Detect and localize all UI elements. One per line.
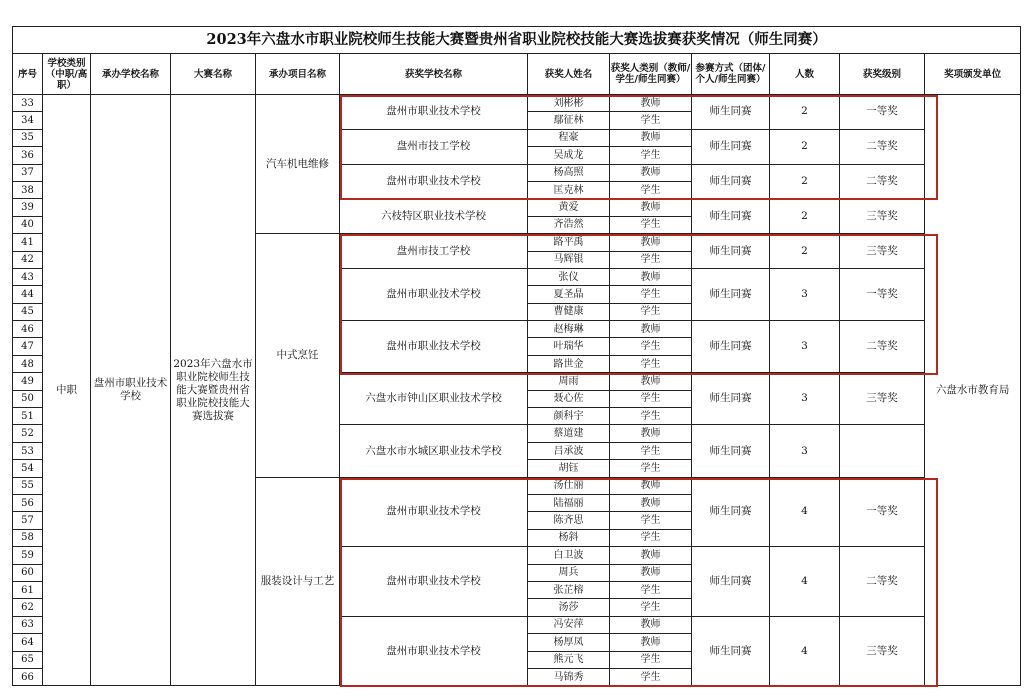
person-name-cell: 黄爱 — [528, 199, 610, 216]
mode-cell: 师生同赛 — [692, 164, 770, 199]
award-level-cell: 三等奖 — [840, 373, 925, 425]
count-cell: 3 — [770, 425, 840, 477]
award-level-cell: 三等奖 — [840, 234, 925, 269]
table-row — [13, 95, 1021, 112]
person-type-cell: 学生 — [610, 338, 692, 355]
person-name-cell: 杨高照 — [528, 164, 610, 181]
person-type-cell: 学生 — [610, 147, 692, 164]
person-name-cell: 周兵 — [528, 564, 610, 581]
person-type-cell: 学生 — [610, 581, 692, 598]
seq-cell: 62 — [13, 599, 43, 616]
count-cell: 2 — [770, 164, 840, 199]
mode-cell: 师生同赛 — [692, 547, 770, 617]
person-type-cell: 教师 — [610, 373, 692, 390]
person-name-cell: 陆福丽 — [528, 494, 610, 511]
table-title: 2023年六盘水市职业院校师生技能大赛暨贵州省职业院校技能大赛选拔赛获奖情况（师生同赛） — [13, 27, 1021, 54]
person-type-cell: 教师 — [610, 634, 692, 651]
count-cell: 2 — [770, 199, 840, 234]
count-cell: 4 — [770, 547, 840, 617]
award-level-cell: 三等奖 — [840, 616, 925, 686]
seq-cell: 45 — [13, 303, 43, 320]
mode-cell: 师生同赛 — [692, 95, 770, 130]
count-cell: 2 — [770, 234, 840, 269]
header-mode: 参赛方式（团体/个人/师生同赛） — [692, 54, 770, 95]
header-contest: 大赛名称 — [171, 54, 256, 95]
person-name-cell: 张芷榕 — [528, 581, 610, 598]
seq-cell: 61 — [13, 581, 43, 598]
seq-cell: 60 — [13, 564, 43, 581]
header-person-type: 获奖人类别（教师/学生/师生同赛） — [610, 54, 692, 95]
award-school-cell: 盘州市职业技术学校 — [340, 164, 528, 199]
seq-cell: 49 — [13, 373, 43, 390]
person-name-cell: 颜科宇 — [528, 408, 610, 425]
header-level: 获奖级别 — [840, 54, 925, 95]
project-name-cell: 服装设计与工艺 — [256, 477, 340, 686]
seq-cell: 57 — [13, 512, 43, 529]
header-school-type: 学校类别（中职/高职） — [43, 54, 91, 95]
award-table — [12, 26, 1021, 686]
header-project: 承办项目名称 — [256, 54, 340, 95]
person-type-cell: 学生 — [610, 390, 692, 407]
count-cell: 3 — [770, 373, 840, 425]
person-type-cell: 教师 — [610, 234, 692, 251]
award-school-cell: 盘州市职业技术学校 — [340, 616, 528, 686]
person-type-cell: 教师 — [610, 321, 692, 338]
header-award-school: 获奖学校名称 — [340, 54, 528, 95]
person-name-cell: 夏圣晶 — [528, 286, 610, 303]
award-school-cell: 盘州市职业技术学校 — [340, 321, 528, 373]
mode-cell: 师生同赛 — [692, 268, 770, 320]
award-school-cell: 六盘水市钟山区职业技术学校 — [340, 373, 528, 425]
person-name-cell: 曹健康 — [528, 303, 610, 320]
award-level-cell: 二等奖 — [840, 547, 925, 617]
seq-cell: 56 — [13, 494, 43, 511]
person-type-cell: 教师 — [610, 95, 692, 112]
seq-cell: 37 — [13, 164, 43, 181]
mode-cell: 师生同赛 — [692, 234, 770, 269]
person-type-cell: 学生 — [610, 112, 692, 129]
person-name-cell: 汤莎 — [528, 599, 610, 616]
person-name-cell: 程豪 — [528, 129, 610, 146]
contest-name-cell: 2023年六盘水市职业院校师生技能大赛暨贵州省职业院校技能大赛选拔赛 — [171, 95, 256, 686]
person-name-cell: 白卫波 — [528, 547, 610, 564]
seq-cell: 51 — [13, 408, 43, 425]
count-cell: 2 — [770, 129, 840, 164]
person-name-cell: 杨厚凤 — [528, 634, 610, 651]
person-type-cell: 教师 — [610, 199, 692, 216]
person-name-cell: 赵梅琳 — [528, 321, 610, 338]
person-type-cell: 学生 — [610, 512, 692, 529]
person-name-cell: 胡钰 — [528, 460, 610, 477]
person-type-cell: 学生 — [610, 251, 692, 268]
mode-cell: 师生同赛 — [692, 477, 770, 547]
person-type-cell: 教师 — [610, 564, 692, 581]
mode-cell: 师生同赛 — [692, 129, 770, 164]
seq-cell: 54 — [13, 460, 43, 477]
seq-cell: 41 — [13, 234, 43, 251]
person-name-cell: 刘彬彬 — [528, 95, 610, 112]
person-name-cell: 路平禹 — [528, 234, 610, 251]
award-school-cell: 六枝特区职业技术学校 — [340, 199, 528, 234]
seq-cell: 58 — [13, 529, 43, 546]
person-type-cell: 教师 — [610, 268, 692, 285]
seq-cell: 40 — [13, 216, 43, 233]
seq-cell: 50 — [13, 390, 43, 407]
seq-cell: 47 — [13, 338, 43, 355]
person-type-cell: 学生 — [610, 286, 692, 303]
award-school-cell: 六盘水市水城区职业技术学校 — [340, 425, 528, 477]
issuer-cell: 六盘水市教育局 — [925, 95, 1021, 686]
award-school-cell: 盘州市职业技术学校 — [340, 547, 528, 617]
award-school-cell: 盘州市技工学校 — [340, 129, 528, 164]
person-type-cell: 教师 — [610, 477, 692, 494]
award-school-cell: 盘州市职业技术学校 — [340, 95, 528, 130]
award-level-cell: 一等奖 — [840, 477, 925, 547]
person-name-cell: 汤仕丽 — [528, 477, 610, 494]
person-name-cell: 叶瑞华 — [528, 338, 610, 355]
seq-cell: 46 — [13, 321, 43, 338]
person-type-cell: 学生 — [610, 651, 692, 668]
seq-cell: 39 — [13, 199, 43, 216]
person-type-cell: 教师 — [610, 425, 692, 442]
person-name-cell: 周雨 — [528, 373, 610, 390]
header-person: 获奖人姓名 — [528, 54, 610, 95]
seq-cell: 63 — [13, 616, 43, 633]
award-level-cell: 二等奖 — [840, 129, 925, 164]
count-cell: 3 — [770, 268, 840, 320]
person-type-cell: 学生 — [610, 599, 692, 616]
person-type-cell: 学生 — [610, 216, 692, 233]
header-seq: 序号 — [13, 54, 43, 95]
person-name-cell: 聂心佐 — [528, 390, 610, 407]
award-school-cell: 盘州市职业技术学校 — [340, 268, 528, 320]
person-name-cell: 冯安萍 — [528, 616, 610, 633]
person-type-cell: 教师 — [610, 494, 692, 511]
award-level-cell: 二等奖 — [840, 321, 925, 373]
seq-cell: 55 — [13, 477, 43, 494]
seq-cell: 65 — [13, 651, 43, 668]
seq-cell: 36 — [13, 147, 43, 164]
count-cell: 2 — [770, 95, 840, 130]
person-type-cell: 教师 — [610, 547, 692, 564]
award-table-sheet — [12, 26, 1020, 696]
person-name-cell: 吕承波 — [528, 442, 610, 459]
mode-cell: 师生同赛 — [692, 616, 770, 686]
award-level-cell: 三等奖 — [840, 199, 925, 234]
seq-cell: 48 — [13, 355, 43, 372]
mode-cell: 师生同赛 — [692, 373, 770, 425]
seq-cell: 44 — [13, 286, 43, 303]
person-type-cell: 学生 — [610, 668, 692, 685]
seq-cell: 52 — [13, 425, 43, 442]
count-cell: 4 — [770, 616, 840, 686]
award-level-cell: 一等奖 — [840, 268, 925, 320]
person-type-cell: 教师 — [610, 616, 692, 633]
seq-cell: 33 — [13, 95, 43, 112]
person-name-cell: 吴成龙 — [528, 147, 610, 164]
header-count: 人数 — [770, 54, 840, 95]
person-type-cell: 学生 — [610, 529, 692, 546]
project-name-cell: 中式烹饪 — [256, 234, 340, 477]
host-school-cell: 盘州市职业技术学校 — [91, 95, 171, 686]
person-type-cell: 学生 — [610, 181, 692, 198]
person-type-cell: 学生 — [610, 460, 692, 477]
person-type-cell: 学生 — [610, 303, 692, 320]
person-name-cell: 匡克林 — [528, 181, 610, 198]
project-name-cell: 汽车机电维修 — [256, 95, 340, 234]
person-type-cell: 学生 — [610, 442, 692, 459]
count-cell: 3 — [770, 321, 840, 373]
seq-cell: 34 — [13, 112, 43, 129]
person-type-cell: 学生 — [610, 408, 692, 425]
seq-cell: 53 — [13, 442, 43, 459]
mode-cell: 师生同赛 — [692, 321, 770, 373]
person-name-cell: 蔡道建 — [528, 425, 610, 442]
mode-cell: 师生同赛 — [692, 199, 770, 234]
award-school-cell: 盘州市技工学校 — [340, 234, 528, 269]
person-name-cell: 齐浩然 — [528, 216, 610, 233]
award-level-cell — [840, 425, 925, 477]
award-school-cell: 盘州市职业技术学校 — [340, 477, 528, 547]
header-issuer: 奖项颁发单位 — [925, 54, 1021, 95]
person-type-cell: 教师 — [610, 164, 692, 181]
person-type-cell: 学生 — [610, 355, 692, 372]
person-type-cell: 教师 — [610, 129, 692, 146]
seq-cell: 43 — [13, 268, 43, 285]
person-name-cell: 马辉银 — [528, 251, 610, 268]
award-level-cell: 一等奖 — [840, 95, 925, 130]
header-host-school: 承办学校名称 — [91, 54, 171, 95]
mode-cell: 师生同赛 — [692, 425, 770, 477]
person-name-cell: 鄢征林 — [528, 112, 610, 129]
award-level-cell: 二等奖 — [840, 164, 925, 199]
person-name-cell: 陈齐思 — [528, 512, 610, 529]
person-name-cell: 熊元飞 — [528, 651, 610, 668]
seq-cell: 38 — [13, 181, 43, 198]
seq-cell: 42 — [13, 251, 43, 268]
seq-cell: 64 — [13, 634, 43, 651]
person-name-cell: 马锦秀 — [528, 668, 610, 685]
seq-cell: 66 — [13, 668, 43, 685]
person-name-cell: 路世金 — [528, 355, 610, 372]
person-name-cell: 杨斜 — [528, 529, 610, 546]
seq-cell: 35 — [13, 129, 43, 146]
person-name-cell: 张仪 — [528, 268, 610, 285]
count-cell: 4 — [770, 477, 840, 547]
seq-cell: 59 — [13, 547, 43, 564]
school-type-cell: 中职 — [43, 95, 91, 686]
